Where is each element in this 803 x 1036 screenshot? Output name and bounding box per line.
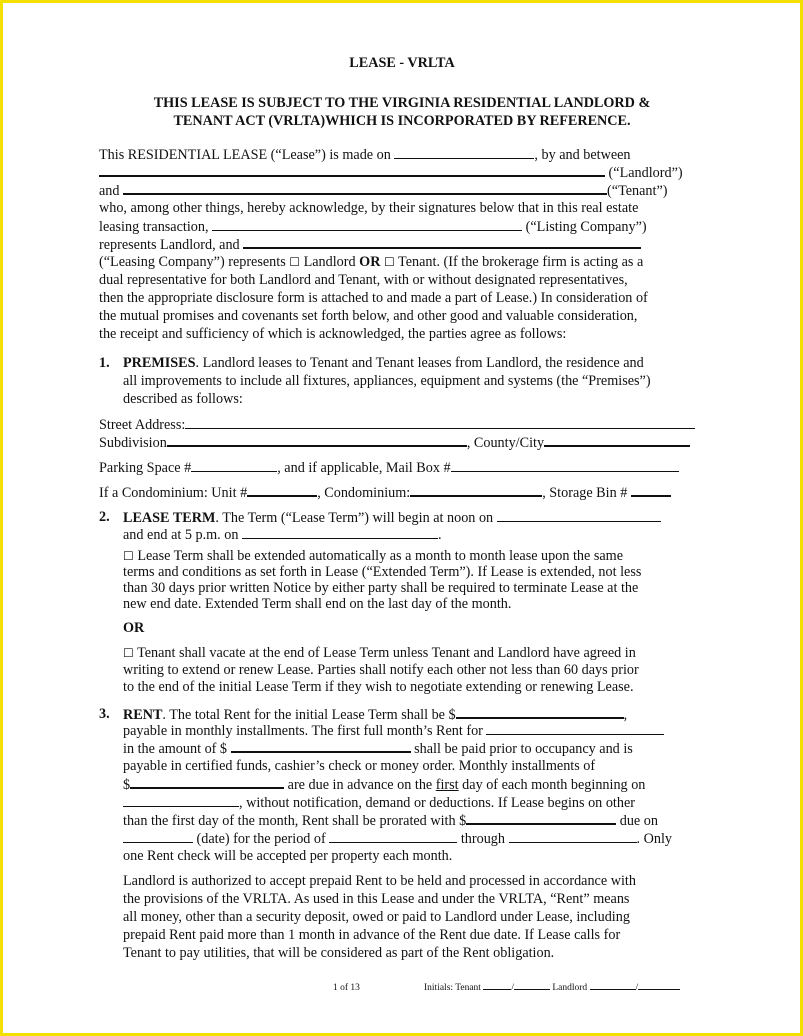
listing-company-field[interactable] — [212, 218, 522, 231]
section-3-line-1: RENT. The total Rent for the initial Lease Term shall be $ , — [123, 707, 628, 723]
period-from-field[interactable] — [329, 830, 457, 843]
subdivision-row: Subdivision , County/City — [99, 434, 690, 452]
prorated-amount-field[interactable] — [466, 812, 616, 825]
extended-term-line-2: terms and conditions as set forth in Lease (“Extended Term”). If Lease is extended, not less — [123, 564, 642, 580]
lease-end-date-field[interactable] — [242, 526, 438, 539]
leasing-company-field[interactable] — [243, 236, 641, 249]
street-address-row: Street Address: — [99, 416, 695, 434]
landlord-checkbox[interactable]: ☐ — [289, 255, 301, 269]
vacate-line-2: writing to extend or renew Lease. Parties shall notify each other not less than 60 days prior — [123, 662, 639, 678]
tenant-name-field[interactable] — [123, 182, 607, 195]
period-through-field[interactable] — [509, 830, 637, 843]
prepaid-rent-line-1: Landlord is authorized to accept prepaid Rent to be held and processed in accordance with — [123, 873, 636, 889]
parking-row: Parking Space # , and if applicable, Mail Box # — [99, 459, 679, 477]
intro-line-8: dual representative for both Landlord and Tenant, with or without designated representatives, — [99, 272, 628, 288]
landlord-name-field[interactable] — [99, 164, 605, 177]
vacate-line-3: to the end of the initial Lease Term if they wish to negotiate extending or renewing Lease. — [123, 679, 634, 695]
extended-term-line-1: ☐ Lease Term shall be extended automatically as a month to month lease upon the same — [123, 548, 624, 564]
section-3-line-6: , without notification, demand or deductions. If Lease begins on other — [123, 794, 635, 812]
section-3-line-8: (date) for the period of through . Only — [123, 830, 672, 848]
section-3-line-5: $ are due in advance on the first day of each month beginning on — [123, 777, 646, 793]
prepaid-rent-line-4: prepaid Rent paid more than 1 month in advance of the Rent due date. If Lease calls for — [123, 927, 621, 943]
lease-start-date-field[interactable] — [497, 509, 661, 522]
parking-space-field[interactable] — [191, 459, 277, 472]
tenant-initial-1-field[interactable] — [483, 981, 511, 990]
section-3-line-2: payable in monthly installments. The first full month’s Rent for — [123, 722, 664, 740]
document-title: LEASE - VRLTA — [349, 55, 455, 71]
lease-date-field[interactable] — [394, 146, 534, 159]
section-1-line-2: all improvements to include all fixtures, appliances, equipment and systems (the “Premises”) — [123, 373, 651, 389]
section-3-number: 3. — [99, 706, 110, 722]
intro-line-1: This RESIDENTIAL LEASE (“Lease”) is made on , by and between — [99, 147, 631, 163]
intro-line-5: leasing transaction, (“Listing Company”) — [99, 219, 647, 235]
subtitle-line-2: TENANT ACT (VRLTA)WHICH IS INCORPORATED BY REFERENCE. — [173, 113, 631, 129]
section-3-line-4: payable in certified funds, cashier’s check or money order. Monthly installments of — [123, 758, 596, 774]
section-2-line-2: and end at 5 p.m. on . — [123, 527, 442, 543]
total-rent-field[interactable] — [456, 706, 624, 719]
page-number: 1 of 13 — [333, 983, 360, 993]
section-1-line-1: PREMISES. Landlord leases to Tenant and Tenant leases from Landlord, the residence and — [123, 355, 644, 371]
vacate-checkbox[interactable]: ☐ — [123, 646, 134, 660]
section-1-heading: PREMISES — [123, 355, 196, 371]
section-1-line-3: described as follows: — [123, 391, 243, 407]
county-city-field[interactable] — [544, 434, 690, 447]
condominium-field[interactable] — [410, 484, 542, 497]
vacate-line-1: ☐ Tenant shall vacate at the end of Lease Term unless Tenant and Landlord have agreed in — [123, 645, 636, 661]
prepaid-rent-line-5: Tenant to pay utilities, that will be considered as part of the Rent obligation. — [123, 945, 555, 961]
intro-line-2: (“Landlord”) — [99, 164, 683, 182]
intro-line-7: (“Leasing Company”) represents ☐ Landlord OR ☐ Tenant. (If the brokerage firm is acting as a — [99, 254, 644, 270]
intro-line-4: who, among other things, hereby acknowledge, by their signatures below that in this real estate — [99, 200, 639, 216]
section-3-line-3: in the amount of $ shall be paid prior to occupancy and is — [123, 741, 633, 757]
condominium-row: If a Condominium: Unit # , Condominium: , Storage Bin # — [99, 484, 671, 502]
unit-number-field[interactable] — [247, 484, 317, 497]
initials-footer: Initials: Tenant / Landlord / — [424, 980, 680, 997]
intro-line-11: the receipt and sufficiency of which is acknowledged, the parties agree as follows: — [99, 326, 567, 342]
tenant-initial-2-field[interactable] — [514, 981, 550, 990]
or-label: OR — [123, 620, 145, 636]
section-3-line-9: one Rent check will be accepted per property each month. — [123, 848, 453, 864]
prepaid-rent-line-3: all money, other than a security deposit, owed or paid to Landlord under Lease, including — [123, 909, 630, 925]
subtitle-line-1: THIS LEASE IS SUBJECT TO THE VIRGINIA RESIDENTIAL LANDLORD & — [153, 95, 651, 111]
subdivision-field[interactable] — [167, 434, 467, 447]
first-month-field[interactable] — [486, 722, 664, 735]
section-1-number: 1. — [99, 355, 110, 371]
section-3-heading: RENT — [123, 707, 163, 723]
section-2-number: 2. — [99, 509, 110, 525]
monthly-installment-field[interactable] — [130, 776, 284, 789]
installment-start-date-field[interactable] — [123, 794, 239, 807]
extended-term-checkbox[interactable]: ☐ — [123, 549, 134, 563]
tenant-checkbox[interactable]: ☐ — [383, 255, 395, 269]
mail-box-field[interactable] — [451, 459, 679, 472]
section-2-line-1: LEASE TERM. The Term (“Lease Term”) will begin at noon on — [123, 509, 661, 527]
prorated-date-field[interactable] — [123, 830, 193, 843]
landlord-initial-2-field[interactable] — [638, 981, 680, 990]
first-month-amount-field[interactable] — [231, 740, 411, 753]
intro-line-6: represents Landlord, and — [99, 236, 641, 254]
extended-term-line-4: new end date. Extended Term shall end on the last day of the month. — [123, 596, 512, 612]
intro-line-10: the mutual promises and covenants set forth below, and other good and valuable consideration, — [99, 308, 638, 324]
section-3-line-7: than the first day of the month, Rent shall be prorated with $ due on — [123, 813, 658, 829]
extended-term-line-3: than 30 days prior written Notice by either party shall be required to terminate Lease at the — [123, 580, 639, 596]
intro-line-3: and (“Tenant”) — [99, 183, 668, 199]
landlord-initial-1-field[interactable] — [590, 981, 636, 990]
street-address-field[interactable] — [185, 416, 695, 429]
prepaid-rent-line-2: the provisions of the VRLTA. As used in this Lease and under the VRLTA, “Rent” means — [123, 891, 630, 907]
storage-bin-field[interactable] — [631, 484, 671, 497]
intro-line-9: then the appropriate disclosure form is attached to and made a part of Lease.) In consideration of — [99, 290, 648, 306]
section-2-heading: LEASE TERM — [123, 510, 216, 526]
